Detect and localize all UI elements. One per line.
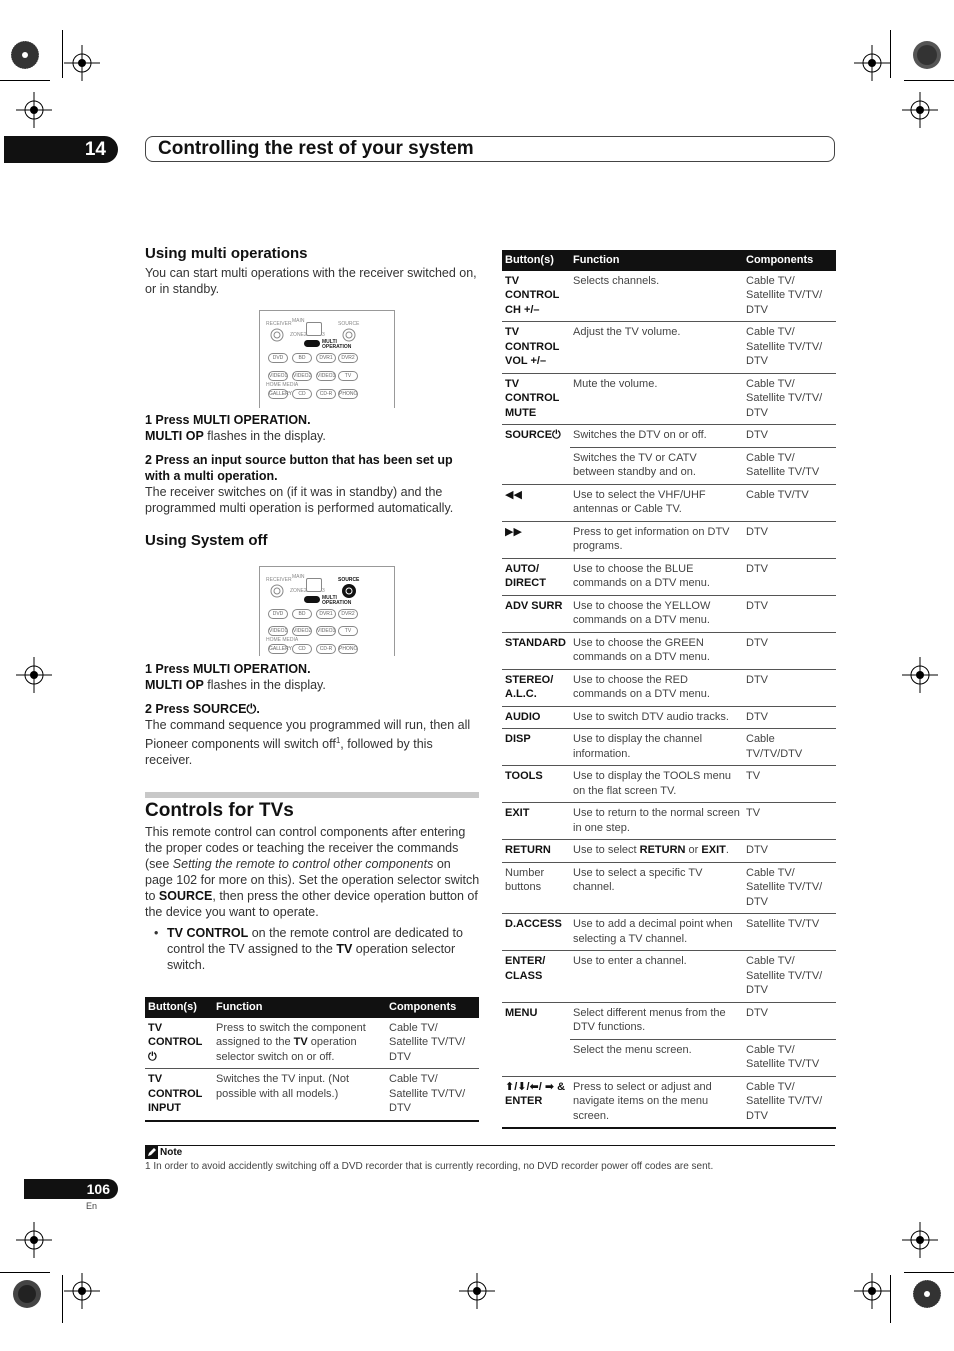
function-cell: Press to select or adjust and navigate items on the menu screen. <box>570 1076 743 1128</box>
column-header: Button(s) <box>145 997 213 1018</box>
remote-label: HOME MEDIA <box>266 382 299 388</box>
table-row <box>145 1069 479 1121</box>
tv-intro-text <box>145 824 480 920</box>
remote-button: BD <box>292 609 312 619</box>
button-cell: ADV SURR <box>502 595 570 632</box>
function-cell: Use to choose the GREEN commands on a DTV menu. <box>570 632 743 669</box>
remote-button: VIDEO2 <box>293 373 312 379</box>
text-run: RETURN <box>639 844 686 856</box>
remote-label: OPERATION <box>322 344 352 350</box>
table-row <box>502 632 836 669</box>
function-cell: Switches the DTV on or off. <box>570 425 743 448</box>
components-cell: DTV <box>743 558 836 595</box>
components-cell: Cable TV/ Satellite TV/TV/ DTV <box>743 951 836 1003</box>
components-cell: Cable TV/ Satellite TV/TV/ DTV <box>743 271 836 322</box>
remote-button: CD <box>292 389 312 399</box>
function-cell: Selects channels. <box>570 271 743 322</box>
text-run: SOURCE <box>158 889 213 903</box>
button-cell: ENTER/ CLASS <box>502 951 570 1003</box>
remote-label: SOURCE <box>338 321 360 327</box>
step-1-text <box>145 428 480 444</box>
remote-label: 3 <box>322 588 325 594</box>
components-cell: Cable TV/TV/DTV <box>743 729 836 766</box>
remote-button: DVR1 <box>316 353 336 363</box>
table-header-row <box>502 250 836 271</box>
note-rule <box>145 1145 835 1146</box>
button-cell: AUTO/ DIRECT <box>502 558 570 595</box>
button-cell: SOURCE⏻ <box>505 429 561 441</box>
button-cell: ▶▶ <box>502 521 570 558</box>
column-header: Components <box>743 250 836 271</box>
display-text: MULTI OP <box>145 429 204 443</box>
note-pencil-icon <box>145 1146 158 1159</box>
text-run: on the remote control are dedicated to control the TV assigned to the <box>167 926 463 956</box>
button-cell: ⬆/⬇/⬅/ ➡ & ENTER <box>502 1076 570 1128</box>
registration-mark-icon <box>16 1222 52 1258</box>
radial-target-icon <box>912 1279 942 1309</box>
step-2-text: The receiver switches on (if it was in standby) and the programmed multi operation is performed automatically. <box>145 485 454 515</box>
components-cell: DTV <box>743 669 836 706</box>
button-cell: RETURN <box>502 840 570 863</box>
step-1-label: 1 Press MULTI OPERATION. <box>145 662 311 676</box>
section-divider <box>145 792 479 798</box>
remote-button: CD <box>292 644 312 654</box>
function-cell: Select the menu screen. <box>570 1039 743 1076</box>
registration-mark-icon <box>16 657 52 693</box>
footnote-ref: 1 <box>335 736 341 745</box>
tv-controls-table-right <box>502 250 836 1129</box>
tv-controls-table-left <box>145 997 479 1122</box>
system-off-section <box>145 533 480 549</box>
components-cell: Cable TV/ Satellite TV/TV/ DTV <box>743 862 836 914</box>
function-cell: Use to add a decimal point when selecting a TV channel. <box>570 914 743 951</box>
radial-target-icon <box>12 1279 42 1309</box>
registration-mark-icon <box>64 1273 100 1309</box>
function-cell: Use to choose the RED commands on a DTV menu. <box>570 669 743 706</box>
text-run: operation selector switch on or off. <box>216 1036 357 1063</box>
table-row <box>145 1018 479 1069</box>
function-cell: Use to select a specific TV channel. <box>570 862 743 914</box>
radial-target-icon <box>912 40 942 70</box>
table-row <box>502 951 836 1003</box>
step-1-label: 1 Press MULTI OPERATION. <box>145 413 311 427</box>
button-cell <box>502 447 570 484</box>
remote-button: DVD <box>268 353 288 363</box>
function-cell: Use to display the TOOLS menu on the flat screen TV. <box>570 766 743 803</box>
remote-button: BD <box>292 353 312 363</box>
function-cell: Switches the TV input. (Not possible with all models.) <box>213 1069 386 1121</box>
remote-label: 3 <box>322 332 325 338</box>
step-2-desc: The command sequence you programmed will run, then all Pioneer components will switch off <box>145 718 471 752</box>
table-row <box>502 1076 836 1128</box>
controls-tv-section <box>145 800 480 973</box>
function-cell: Use to display the channel information. <box>570 729 743 766</box>
system-off-steps <box>145 661 480 768</box>
section-heading: Using multi operations <box>145 245 308 262</box>
intro-text: You can start multi operations with the receiver switched on, or in standby. <box>145 266 477 296</box>
page-number: 106 <box>24 1179 118 1199</box>
text-run: TV <box>336 942 353 956</box>
remote-button: VIDEO3 <box>317 373 336 379</box>
registration-mark-icon <box>459 1273 495 1309</box>
language-code: En <box>86 1201 98 1211</box>
components-cell: DTV <box>743 706 836 729</box>
chapter-title <box>145 136 835 162</box>
function-cell: Use to choose the BLUE commands on a DTV menu. <box>570 558 743 595</box>
components-cell: DTV <box>743 632 836 669</box>
remote-label: ZONE2 <box>290 588 307 594</box>
note-text: 1 In order to avoid accidently switching off a DVD recorder that is currently recording, no DVD recorder power off codes are sent. <box>145 1161 714 1172</box>
registration-mark-icon <box>854 1273 890 1309</box>
components-cell: Cable TV/ Satellite TV/TV/ DTV <box>743 322 836 374</box>
step-2-label: 2 Press SOURCE⏻. <box>145 702 260 716</box>
table-row <box>502 862 836 914</box>
remote-button: VIDEO1 <box>269 373 288 379</box>
button-cell: STEREO/ A.L.C. <box>502 669 570 706</box>
bullet-item <box>145 925 480 973</box>
section-heading: Controls for TVs <box>145 800 294 821</box>
components-cell: Cable TV/ Satellite TV/TV/ DTV <box>743 1076 836 1128</box>
chapter-number: 14 <box>84 138 106 160</box>
table-row <box>502 373 836 425</box>
registration-mark-icon <box>902 92 938 128</box>
remote-button: VIDEO1 <box>269 628 288 634</box>
remote-button: TV <box>338 626 358 636</box>
step-2-text <box>145 717 480 768</box>
text-run: . <box>725 844 729 856</box>
components-cell: DTV <box>743 1002 836 1039</box>
remote-label: HOME MEDIA <box>266 637 299 643</box>
button-cell: STANDARD <box>502 632 570 669</box>
components-cell: Cable TV/TV <box>743 484 836 521</box>
multi-operations-section <box>145 246 480 297</box>
remote-label: MULTI <box>322 595 337 601</box>
function-cell: Select different menus from the DTV functions. <box>570 1002 743 1039</box>
table-row <box>502 706 836 729</box>
remote-button: DVD <box>268 609 288 619</box>
text-run: This remote control can control components after entering the proper codes or teaching the receiver the commands (see <box>145 825 466 871</box>
table-row <box>502 447 836 484</box>
button-cell: D.ACCESS <box>502 914 570 951</box>
power-icon <box>342 328 356 342</box>
multi-operation-button <box>304 596 320 603</box>
function-cell: Use to select the VHF/UHF antennas or Cable TV. <box>570 484 743 521</box>
button-cell: DISP <box>502 729 570 766</box>
multi-operations-steps <box>145 412 480 516</box>
button-cell: TOOLS <box>502 766 570 803</box>
note-label: Note <box>160 1147 183 1158</box>
remote-button: DVR2 <box>338 353 358 363</box>
components-cell: Cable TV/ Satellite TV/TV <box>743 1039 836 1076</box>
remote-label: RECEIVER <box>266 577 292 583</box>
components-cell: Cable TV/ Satellite TV/TV/ DTV <box>386 1018 479 1069</box>
components-cell: Cable TV/ Satellite TV/TV <box>743 447 836 484</box>
radial-target-icon <box>10 40 40 70</box>
button-cell <box>502 1039 570 1076</box>
components-cell: DTV <box>743 425 836 448</box>
function-cell: Adjust the TV volume. <box>570 322 743 374</box>
table-header-row <box>145 997 479 1018</box>
table-row <box>502 521 836 558</box>
remote-label: MAIN <box>292 574 305 580</box>
function-cell: Use to return to the normal screen in one step. <box>570 803 743 840</box>
chapter-title-text: Controlling the rest of your system <box>158 138 474 159</box>
table-row <box>502 914 836 951</box>
function-cell <box>570 840 743 863</box>
remote-label: ZONE2 <box>290 332 307 338</box>
text-run: Use to select <box>573 844 640 856</box>
table-row <box>502 840 836 863</box>
table-row <box>502 1002 836 1039</box>
remote-button: DVR1 <box>316 609 336 619</box>
remote-label: RECEIVER <box>266 321 292 327</box>
remote-button: CD-R <box>316 644 336 654</box>
column-header: Function <box>570 250 743 271</box>
table-row <box>502 803 836 840</box>
remote-button: VIDEO3 <box>317 628 336 634</box>
button-cell: TV CONTROL ⏻ <box>145 1018 213 1069</box>
button-cell: TV CONTROL MUTE <box>502 373 570 425</box>
table-row <box>502 669 836 706</box>
text-run: or <box>685 844 702 856</box>
remote-button: DVR2 <box>338 609 358 619</box>
remote-button: GALLERY <box>269 646 292 652</box>
step-2-desc-end: , followed by this receiver. <box>145 737 433 768</box>
function-cell: Mute the volume. <box>570 373 743 425</box>
components-cell: TV <box>743 803 836 840</box>
column-header: Button(s) <box>502 250 570 271</box>
button-cell: AUDIO <box>502 706 570 729</box>
registration-mark-icon <box>854 45 890 81</box>
table-row <box>502 1039 836 1076</box>
table-row <box>502 484 836 521</box>
remote-button: GALLERY <box>269 391 292 397</box>
power-icon <box>270 328 284 342</box>
registration-mark-icon <box>902 657 938 693</box>
remote-label: MAIN <box>292 318 305 324</box>
registration-mark-icon <box>64 45 100 81</box>
remote-illustration <box>259 310 395 408</box>
button-cell: ◀◀ <box>502 484 570 521</box>
text-run: EXIT <box>701 844 726 856</box>
table-body <box>502 271 836 1129</box>
function-cell: Switches the TV or CATV between standby and on. <box>570 447 743 484</box>
function-cell: Use to enter a channel. <box>570 951 743 1003</box>
step-2-label: 2 Press an input source button that has been set up with a multi operation. <box>145 453 453 483</box>
components-cell: Cable TV/ Satellite TV/TV/ DTV <box>386 1069 479 1121</box>
step-1-desc: flashes in the display. <box>203 429 326 443</box>
remote-label: SOURCE <box>338 577 360 583</box>
text-run: on page 102 for more on this). Set the operation selector switch to <box>145 857 480 903</box>
remote-button: VIDEO2 <box>293 628 312 634</box>
button-cell: TV CONTROL INPUT <box>145 1069 213 1121</box>
column-header: Components <box>386 997 479 1018</box>
bullet-icon: • <box>154 926 159 940</box>
registration-mark-icon <box>16 92 52 128</box>
remote-button: PHONO <box>339 391 358 397</box>
table-row <box>502 425 836 448</box>
text-run: TV CONTROL <box>167 926 249 940</box>
text-run: TV <box>293 1036 308 1048</box>
column-header: Function <box>213 997 386 1018</box>
button-cell: MENU <box>505 1006 538 1019</box>
text-run: operation selector switch. <box>167 942 456 972</box>
step-1-text <box>145 677 480 693</box>
table-row <box>502 322 836 374</box>
button-cell: EXIT <box>502 803 570 840</box>
table-row <box>502 558 836 595</box>
display-text: MULTI OP <box>145 678 204 692</box>
text-run: , then press the other device operation button of the device you want to operate. <box>145 889 478 919</box>
button-cell: Number buttons <box>502 862 570 914</box>
remote-label: OPERATION <box>322 600 352 606</box>
button-cell: TV CONTROL CH +/– <box>502 271 570 322</box>
components-cell: DTV <box>743 521 836 558</box>
components-cell: TV <box>743 766 836 803</box>
components-cell: Satellite TV/TV <box>743 914 836 951</box>
button-cell: TV CONTROL VOL +/– <box>502 322 570 374</box>
table-row <box>502 729 836 766</box>
function-cell: Press to get information on DTV programs. <box>570 521 743 558</box>
components-cell: Cable TV/ Satellite TV/TV/ DTV <box>743 373 836 425</box>
remote-button: PHONO <box>339 646 358 652</box>
remote-illustration <box>259 566 395 656</box>
section-heading: Using System off <box>145 532 268 549</box>
components-cell: DTV <box>743 840 836 863</box>
function-cell: Use to choose the YELLOW commands on a DTV menu. <box>570 595 743 632</box>
selector-switch <box>306 322 322 336</box>
step-1-desc: flashes in the display. <box>203 678 326 692</box>
function-cell: Use to switch DTV audio tracks. <box>570 706 743 729</box>
multi-operation-button <box>304 340 320 347</box>
table-row <box>502 595 836 632</box>
table-row <box>502 271 836 322</box>
remote-button: CD-R <box>316 389 336 399</box>
power-icon <box>270 584 284 598</box>
remote-label: MULTI <box>322 339 337 345</box>
selector-switch <box>306 578 322 592</box>
cross-reference: Setting the remote to control other components <box>172 857 434 871</box>
table-row <box>502 766 836 803</box>
registration-mark-icon <box>902 1222 938 1258</box>
remote-button: TV <box>338 371 358 381</box>
chapter-number-badge <box>4 136 118 163</box>
note-heading <box>145 1146 182 1159</box>
source-power-icon <box>341 583 357 599</box>
text-run: Press to switch the component assigned to the <box>216 1021 366 1048</box>
components-cell: DTV <box>743 595 836 632</box>
function-cell <box>213 1018 386 1069</box>
